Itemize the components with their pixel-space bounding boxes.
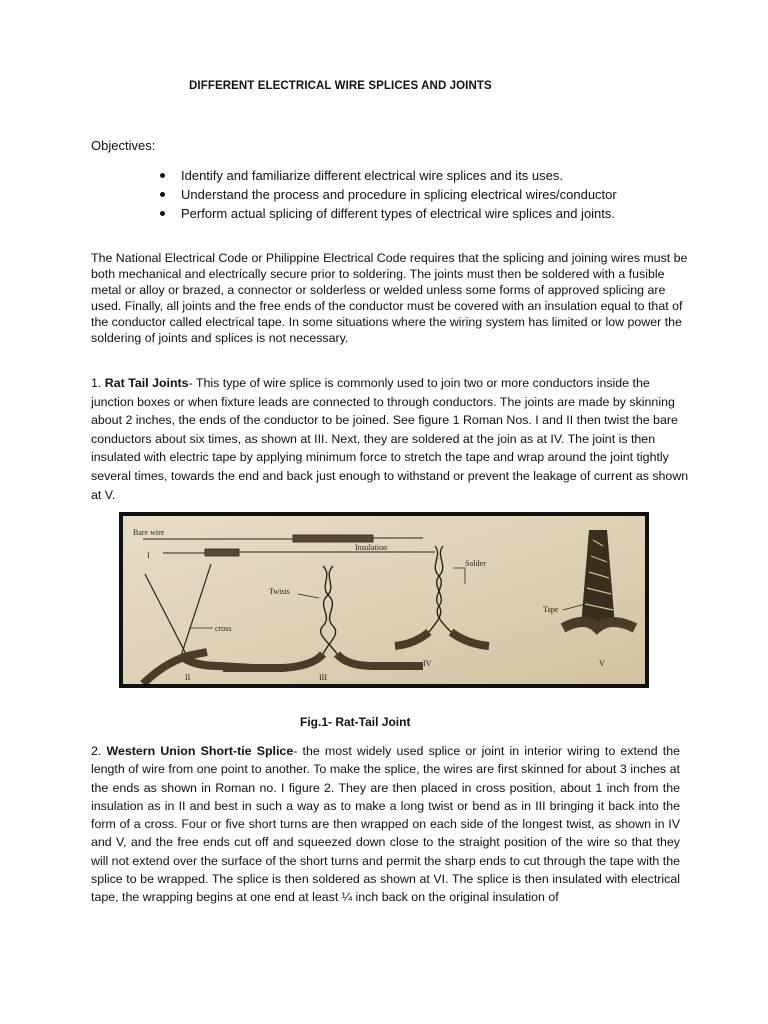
section-number: 2. [91, 744, 102, 758]
label-twists: Twists [269, 587, 290, 596]
label-cross: cross [215, 624, 232, 633]
objectives-label: Objectives: [91, 138, 156, 153]
figure-illustration [123, 516, 645, 684]
label-bare-wire: Bare wire [133, 528, 165, 537]
figure-caption: Fig.1- Rat-Tail Joint [300, 715, 411, 729]
label-stage-one: I [147, 551, 150, 560]
section-rat-tail [91, 374, 691, 504]
document-title: DIFFERENT ELECTRICAL WIRE SPLICES AND JOINTS [189, 80, 492, 92]
figure-paper [123, 516, 645, 684]
section-body: - This type of wire splice is commonly used to join two or more conductors inside the junction boxes or when fixture leads are connected to through conductors. The joints are made by skinning about 2 inches, the ends of the conductor to be joined. See figure 1 Roman Nos. I and II then twist the bare conductors about six times, as shown at III. Next, they are soldered at the join as at IV. The joint is then insulated with electric tape by applying minimum force to stretch the tape and wrap around the joint tightly several times, towards the end and back just enough to withstand or prevent the leakage of current as shown at V. [91, 376, 689, 502]
label-solder: Solder [465, 559, 486, 568]
label-stage-five: V [599, 659, 605, 668]
label-stage-two: II [185, 673, 191, 682]
label-stage-four: IV [423, 659, 432, 668]
label-insulation: Insulation [355, 543, 387, 552]
label-tape: Tape [543, 605, 559, 614]
section-number: 1. [91, 376, 102, 390]
objective-item: Perform actual splicing of different types of electrical wire splices and joints. [158, 205, 617, 224]
section-body: - the most widely used splice or joint in interior wiring to extend the length of wire from one point to another. To make the splice, the wires are first skinned for about 3 inches at the ends as shown in Roman no. I figure 2. They are then placed in cross position, about 1 inch from the insulation as in II and best in such a way as to make a long twist or bend as in III bringing it back into the form of a cross. Four or five short turns are then wrapped on each side of the longest twist, as shown in IV and V, and the free ends cut off and squeezed down close to the straight position of the wire so that they will not extend over the surface of the short turns and permit the sharp ends to cut through the tape with the splice to be wrapped. The splice is then soldered as shown at VI. The splice is then insulated with electrical tape, the wrapping begins at one end at least ¼ inch back on the original insulation of [91, 744, 680, 905]
intro-paragraph: The National Electrical Code or Philippine Electrical Code requires that the splicing and joining wires must be both mechanical and electrically secure prior to soldering. The joints must then be soldered with a fusible metal or alloy or brazed, a connector or solderless or welded unless some forms of approved splicing are used. Finally, all joints and the free ends of the conductor must be covered with an insulation equal to that of the conductor called electrical tape. In some situations where the wiring system has limited or low power the soldering of joints and splices is not necessary. [91, 251, 688, 345]
figure-rat-tail-joint [119, 512, 649, 688]
label-stage-three: III [319, 673, 327, 682]
objective-item: Identify and familiarize different electrical wire splices and its uses. [158, 167, 617, 186]
section-heading: Rat Tail Joints [104, 376, 189, 390]
objectives-list [158, 167, 617, 224]
section-western-union [91, 742, 680, 907]
section-heading: Western Union Short-tie Splice [106, 744, 294, 758]
objective-item: Understand the process and procedure in splicing electrical wires/conductor [158, 186, 617, 205]
